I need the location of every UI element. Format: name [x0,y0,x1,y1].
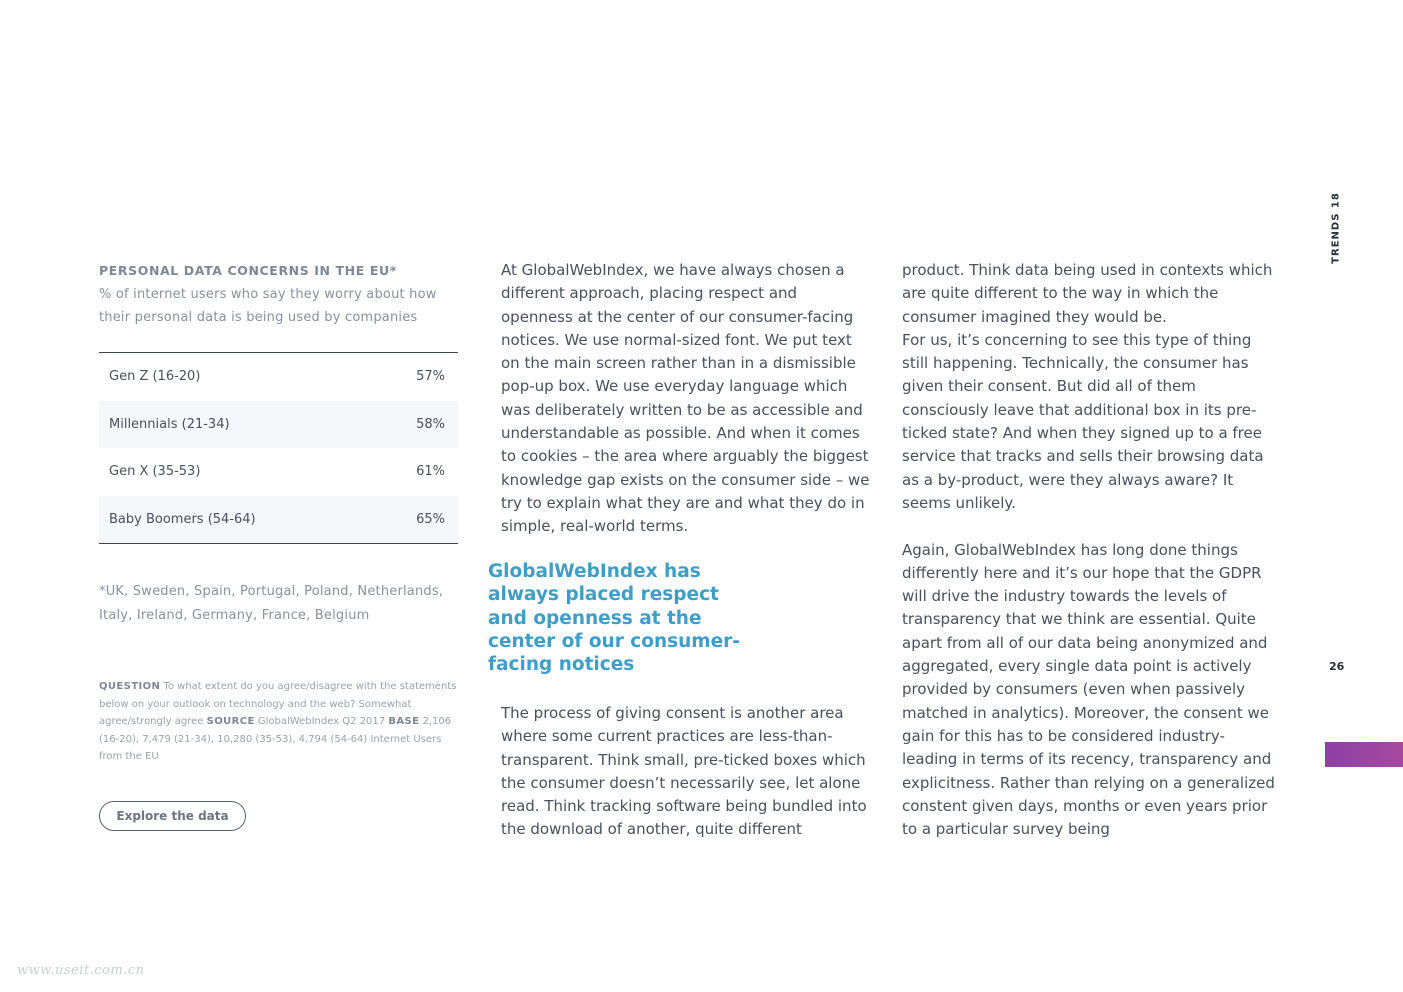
base-text: 2,106 (16-20), 7,479 (21-34), 10,280 (35-53), 4,794 (54-64) Internet Users from the EU [99,716,452,763]
row-value: 57% [416,369,445,385]
body-paragraph: product. Think data being used in contexts which are quite different to the way in which the consumer imagined they would be. [902,261,1273,326]
table-row [99,496,458,544]
accent-bar [1325,742,1403,767]
table-row [99,448,458,496]
body-paragraph: Again, GlobalWebIndex has long done things differently here and it’s our hope that the GDPR will drive the industry towards the levels of transparency that we think are essential. Quite apart from all of our data being anonymized and aggregated, every single data point is actively provided by consumers (even when passively matched in analytics). Moreover, the consent we gain for this has to be considered industry-leading in terms of its recency, transparency and explicitness. Rather than relying on a generalized constent given days, months or even years prior to a particular survey being [902,540,1275,839]
row-label: Gen X (35-53) [109,464,201,480]
question-label: QUESTION [99,681,161,692]
methodology-note [99,678,459,766]
middle-column-top [501,259,873,539]
row-label: Baby Boomers (54-64) [109,511,256,527]
body-paragraph: At GlobalWebIndex, we have always chosen a different approach, placing respect and openness at the center of our consumer-facing notices. We use normal-sized font. We put text on the main screen rather than in a dismissible pop-up box. We use everyday language which was deliberately written to be as accessible and understandable as possible. And when it comes to cookies – the area where arguably the biggest knowledge gap exists on the consumer side – we try to explain what they are and what they do in simple, real-world terms. [501,261,870,536]
table-row [99,353,458,401]
country-footnote: *UK, Sweden, Spain, Portugal, Poland, Netherlands, Italy, Ireland, Germany, France, Belgium [99,584,444,623]
source-text: GlobalWebIndex Q2 2017 [254,716,389,728]
middle-column-bottom [501,702,873,842]
explore-data-button[interactable]: Explore the data [99,801,246,831]
question-text: To what extent do you agree/disagree with the statements below on your outlook on technology and the web? Somewhat agree/strongly agree [99,681,457,728]
row-value: 65% [416,511,445,527]
base-label: BASE [388,716,420,728]
row-value: 58% [416,416,445,432]
section-label-text: TRENDS 18 [1330,192,1342,264]
pull-quote: GlobalWebIndex has always placed respect and openness at the center of our consumer-facing notices [488,561,740,676]
paragraph-spacer [902,515,1280,538]
table-row [99,401,458,449]
table-subtitle: % of internet users who say they worry about how their personal data is being used by companies [99,287,437,325]
concerns-table-card [99,262,459,831]
body-paragraph: For us, it’s concerning to see this type of thing still happening. Technically, the consumer has given their consent. But did all of them consciously leave that additional box in its pre-ticked state? And when they signed up to a free service that tracks and sells their browsing data as a by-product, were they always aware? It seems unlikely. [902,330,1264,512]
concerns-table [99,352,458,544]
row-label: Gen Z (16-20) [109,369,201,385]
row-label: Millennials (21-34) [109,416,230,432]
page-number: 26 [1329,660,1345,673]
table-title: PERSONAL DATA CONCERNS IN THE EU* [99,263,397,278]
row-value: 61% [416,464,445,480]
right-column [902,259,1280,841]
section-label [1328,192,1344,264]
body-paragraph: The process of giving consent is another area where some current practices are less-than-transparent. Think small, pre-ticked boxes which the consumer doesn’t necessarily see, let alone read. Think tracking software being bundled into the download of another, quite different [501,704,867,839]
watermark: www.useit.com.cn [17,963,145,978]
source-label: SOURCE [206,716,255,728]
